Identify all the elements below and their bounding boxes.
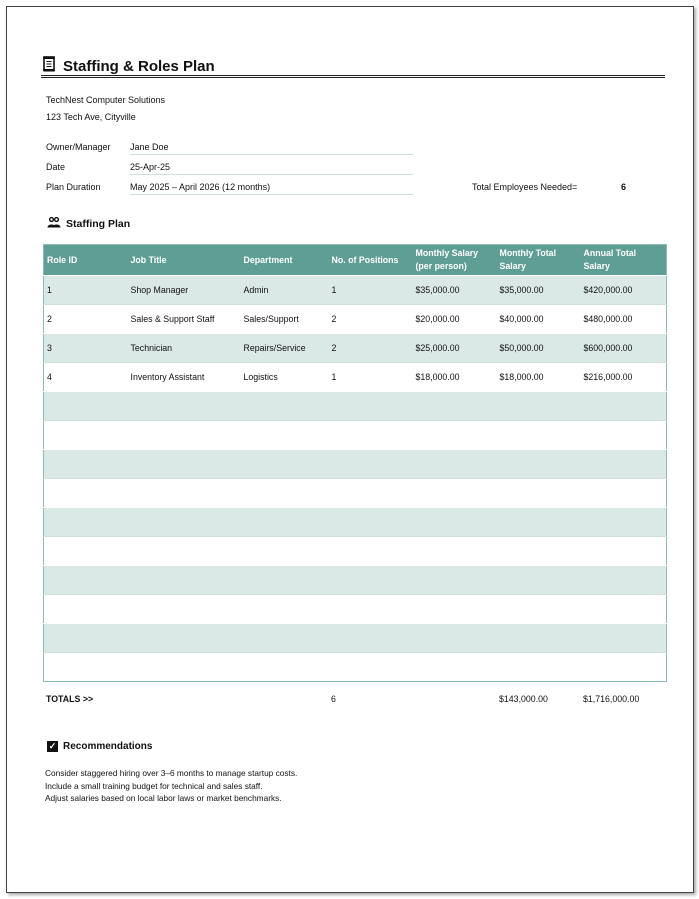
cell-role-id: 1 — [44, 276, 128, 305]
recommendations-list — [45, 767, 297, 805]
cell-monthly-total — [497, 653, 581, 682]
cell-job-title — [128, 508, 241, 537]
table-row — [44, 566, 667, 595]
table-row — [44, 363, 667, 392]
recommendation-item: Adjust salaries based on local labor laws or market benchmarks. — [45, 793, 282, 803]
page-title — [42, 56, 215, 76]
col-monthly-salary: Monthly Salary (per person) — [413, 245, 497, 276]
date-label: Date — [46, 162, 66, 172]
recommendation-item: Include a small training budget for technical and sales staff. — [45, 780, 263, 791]
cell-monthly-total — [497, 595, 581, 624]
cell-positions — [329, 450, 413, 479]
col-role-id: Role ID — [44, 245, 128, 276]
cell-monthly-total — [497, 537, 581, 566]
cell-positions — [329, 508, 413, 537]
table-row — [44, 450, 667, 479]
cell-monthly-total — [497, 450, 581, 479]
cell-role-id — [44, 479, 128, 508]
cell-job-title — [128, 653, 241, 682]
col-monthly-total: Monthly Total Salary — [497, 245, 581, 276]
cell-department — [241, 392, 329, 421]
cell-role-id — [44, 537, 128, 566]
duration-label: Plan Duration — [46, 182, 101, 192]
table-row — [44, 537, 667, 566]
duration-value: May 2025 – April 2026 (12 months) — [130, 182, 413, 195]
totals-positions: 6 — [331, 694, 336, 704]
staffing-section-title: Staffing Plan — [66, 217, 131, 230]
cell-positions — [329, 595, 413, 624]
cell-department — [241, 421, 329, 450]
cell-department: Sales/Support — [241, 305, 329, 334]
staffing-section-header — [47, 216, 130, 231]
cell-job-title — [128, 566, 241, 595]
table-row — [44, 392, 667, 421]
cell-department — [241, 595, 329, 624]
cell-annual-total: $420,000.00 — [581, 276, 667, 305]
totals-monthly: $143,000.00 — [499, 694, 548, 704]
cell-positions — [329, 479, 413, 508]
cell-monthly-total: $40,000.00 — [497, 305, 581, 334]
cell-annual-total: $480,000.00 — [581, 305, 667, 334]
cell-job-title — [128, 450, 241, 479]
cell-positions — [329, 537, 413, 566]
cell-monthly-total — [497, 479, 581, 508]
cell-monthly-salary — [413, 624, 497, 653]
cell-role-id — [44, 508, 128, 537]
date-value: 25-Apr-25 — [130, 162, 413, 175]
table-row — [44, 421, 667, 450]
cell-annual-total — [581, 479, 667, 508]
title-rule — [41, 75, 665, 78]
table-header-row — [44, 245, 667, 276]
cell-monthly-salary: $20,000.00 — [413, 305, 497, 334]
totals-annual: $1,716,000.00 — [583, 694, 640, 704]
cell-positions — [329, 653, 413, 682]
cell-monthly-total: $18,000.00 — [497, 363, 581, 392]
cell-annual-total — [581, 508, 667, 537]
cell-role-id — [44, 392, 128, 421]
cell-job-title — [128, 595, 241, 624]
cell-job-title — [128, 392, 241, 421]
cell-monthly-salary — [413, 421, 497, 450]
title-text: Staffing & Roles Plan — [63, 57, 215, 75]
cell-positions — [329, 392, 413, 421]
people-icon — [47, 216, 61, 231]
table-row — [44, 624, 667, 653]
col-job-title: Job Title — [128, 245, 241, 276]
cell-role-id — [44, 421, 128, 450]
table-row — [44, 508, 667, 537]
owner-value: Jane Doe — [130, 142, 413, 155]
cell-monthly-salary — [413, 595, 497, 624]
cell-job-title — [128, 479, 241, 508]
cell-department: Repairs/Service — [241, 334, 329, 363]
cell-job-title — [128, 537, 241, 566]
owner-label: Owner/Manager — [46, 142, 111, 152]
cell-monthly-salary — [413, 653, 497, 682]
cell-annual-total — [581, 392, 667, 421]
table-row — [44, 653, 667, 682]
cell-role-id — [44, 450, 128, 479]
cell-monthly-salary — [413, 392, 497, 421]
cell-job-title — [128, 624, 241, 653]
cell-positions: 1 — [329, 276, 413, 305]
cell-monthly-salary — [413, 508, 497, 537]
staffing-table — [43, 244, 667, 682]
company-address: 123 Tech Ave, Cityville — [46, 112, 136, 122]
cell-department — [241, 653, 329, 682]
cell-monthly-salary: $18,000.00 — [413, 363, 497, 392]
cell-job-title — [128, 421, 241, 450]
recommendation-item: Consider staggered hiring over 3–6 months to manage startup costs. — [45, 768, 298, 778]
cell-annual-total — [581, 566, 667, 595]
cell-monthly-salary — [413, 450, 497, 479]
cell-annual-total: $216,000.00 — [581, 363, 667, 392]
cell-department — [241, 508, 329, 537]
table-row — [44, 479, 667, 508]
cell-department: Logistics — [241, 363, 329, 392]
cell-department: Admin — [241, 276, 329, 305]
cell-department — [241, 566, 329, 595]
cell-role-id: 2 — [44, 305, 128, 334]
table-row — [44, 334, 667, 363]
cell-monthly-salary — [413, 479, 497, 508]
cell-positions — [329, 421, 413, 450]
table-row — [44, 276, 667, 305]
cell-department — [241, 450, 329, 479]
cell-monthly-salary: $25,000.00 — [413, 334, 497, 363]
cell-role-id — [44, 595, 128, 624]
cell-monthly-total — [497, 508, 581, 537]
cell-annual-total: $600,000.00 — [581, 334, 667, 363]
cell-annual-total — [581, 624, 667, 653]
col-positions: No. of Positions — [329, 245, 413, 276]
cell-role-id — [44, 653, 128, 682]
cell-monthly-salary: $35,000.00 — [413, 276, 497, 305]
cell-annual-total — [581, 653, 667, 682]
cell-job-title: Inventory Assistant — [128, 363, 241, 392]
cell-monthly-total: $35,000.00 — [497, 276, 581, 305]
table-row — [44, 595, 667, 624]
total-employees-value: 6 — [621, 182, 627, 192]
cell-monthly-salary — [413, 566, 497, 595]
cell-annual-total — [581, 537, 667, 566]
cell-positions — [329, 624, 413, 653]
table-row — [44, 305, 667, 334]
cell-job-title: Technician — [128, 334, 241, 363]
cell-positions: 1 — [329, 363, 413, 392]
recommendations-title: Recommendations — [63, 741, 153, 752]
scroll-icon — [42, 56, 56, 76]
cell-monthly-total — [497, 392, 581, 421]
cell-positions — [329, 566, 413, 595]
col-department: Department — [241, 245, 329, 276]
cell-department — [241, 624, 329, 653]
cell-annual-total — [581, 450, 667, 479]
cell-annual-total — [581, 595, 667, 624]
cell-positions: 2 — [329, 334, 413, 363]
checkbox-icon: ✓ — [48, 741, 57, 751]
total-employees-label: Total Employees Needed= — [472, 182, 578, 192]
cell-role-id — [44, 566, 128, 595]
cell-role-id: 3 — [44, 334, 128, 363]
cell-role-id: 4 — [44, 363, 128, 392]
cell-annual-total — [581, 421, 667, 450]
cell-role-id — [44, 624, 128, 653]
cell-monthly-total: $50,000.00 — [497, 334, 581, 363]
cell-job-title: Sales & Support Staff — [128, 305, 241, 334]
cell-positions: 2 — [329, 305, 413, 334]
cell-monthly-salary — [413, 537, 497, 566]
cell-job-title: Shop Manager — [128, 276, 241, 305]
cell-monthly-total — [497, 624, 581, 653]
cell-department — [241, 537, 329, 566]
cell-department — [241, 479, 329, 508]
totals-label: TOTALS >> — [46, 694, 94, 704]
company-name: TechNest Computer Solutions — [46, 95, 166, 105]
cell-monthly-total — [497, 421, 581, 450]
cell-monthly-total — [497, 566, 581, 595]
recommendations-header — [47, 741, 152, 752]
col-annual-total: Annual Total Salary — [581, 245, 667, 276]
